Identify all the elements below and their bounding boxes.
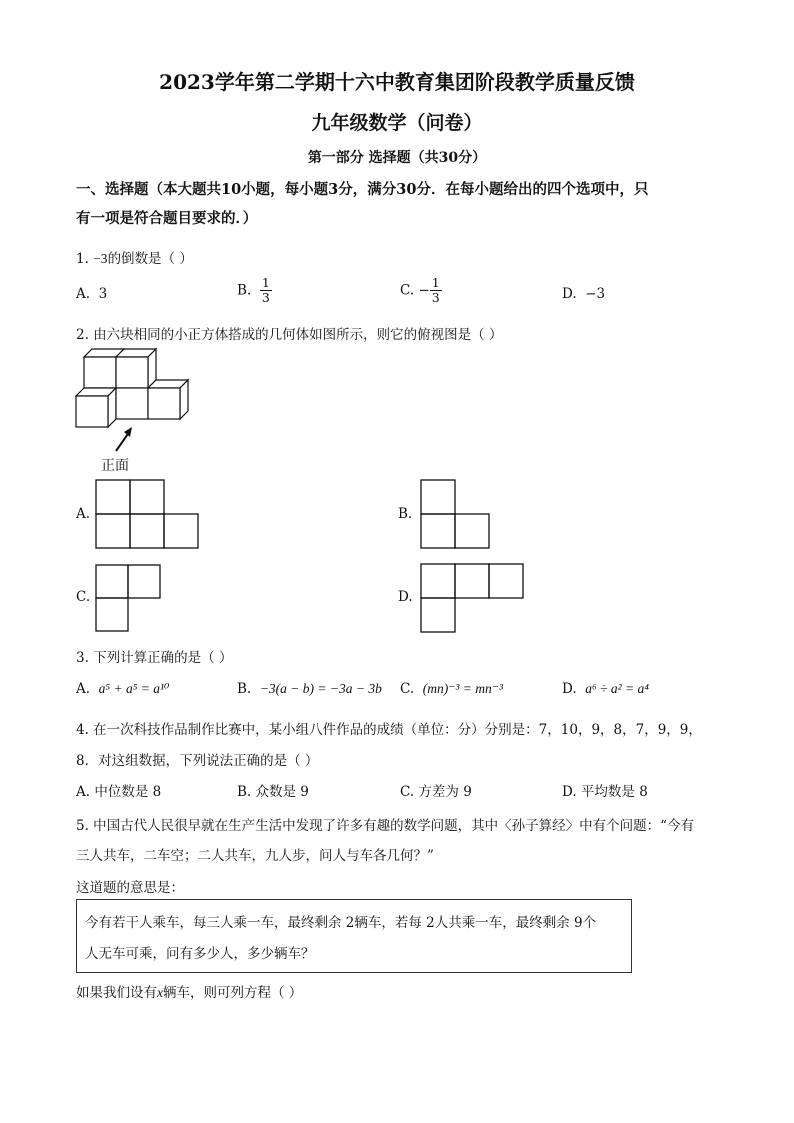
q1-option-c [400, 276, 442, 305]
q3-option-d [562, 681, 649, 697]
question-text: 的倒数是（ ） [107, 251, 193, 267]
q3-option-b [237, 681, 382, 697]
question-5-line2: 三人共车，二车空；二人共车，九人步，问人与车各几何？” [76, 848, 434, 864]
explanation-line2: 人无车可乘，问有多少人，多少辆车？ [85, 946, 315, 962]
math-expression: a⁶ ÷ a² = a⁴ [585, 681, 649, 696]
fraction-numerator: 1 [261, 275, 270, 290]
page-title: 2023学年第二学期十六中教育集团阶段教学质量反馈 [159, 70, 635, 94]
q4-option-d: D. 平均数是 8 [562, 784, 648, 800]
question-2-stem: 2. 由六块相同的小正方体搭成的几何体如图所示，则它的俯视图是（ ） [76, 327, 503, 343]
prompt-text: 辆车，则可列方程（ ） [163, 985, 303, 1001]
front-direction-arrow [112, 425, 136, 455]
q4-option-c: C. 方差为 9 [400, 784, 472, 800]
question-5-meaning-label: 这道题的意思是： [76, 880, 184, 896]
q3-option-a [76, 681, 169, 697]
q3-option-c [400, 681, 503, 697]
option-label: A. [76, 286, 91, 302]
math-expression: −3(a − b) = −3a − 3b [259, 681, 382, 696]
q2-option-d-label: D. [398, 589, 413, 605]
explanation-line1: 今有若干人乘车，每三人乘一车，最终剩余 2辆车，若每 2人共乘一车，最终剩余 9个 [85, 915, 597, 931]
q2-option-b-figure [420, 479, 490, 549]
page-subtitle: 九年级数学（问卷） [311, 112, 483, 134]
fraction [260, 276, 272, 305]
option-label: D. [562, 286, 577, 302]
section-heading-line1: 一、选择题（本大题共10小题，每小题3分，满分30分．在每小题给出的四个选项中，只 [76, 181, 649, 198]
option-label: A. [76, 681, 91, 697]
option-value: −3 [585, 286, 606, 302]
question-number: 1. [76, 251, 89, 267]
question-5-prompt [76, 981, 302, 1001]
q4-option-a: A. 中位数是 8 [76, 784, 162, 800]
question-4-line2: 8．对这组数据，下列说法正确的是（ ） [76, 753, 319, 769]
fraction [430, 276, 442, 305]
prompt-text: 如果我们设有 [76, 985, 157, 1001]
question-3-stem: 3. 下列计算正确的是（ ） [76, 650, 233, 666]
q2-option-c-figure [95, 564, 161, 632]
option-label: B. [237, 282, 252, 299]
question-4-line1: 4. 在一次科技作品制作比赛中，某小组八件作品的成绩（单位：分）分别是：7，10，9，8，7，9，9， [76, 722, 702, 738]
option-label: C. [400, 282, 415, 299]
q2-option-b-label: B. [398, 506, 413, 522]
cube-solid-figure [74, 345, 194, 430]
q1-option-b [237, 276, 272, 305]
option-value: 3 [98, 286, 108, 302]
section-heading-line2: 有一项是符合题目要求的．） [76, 210, 258, 227]
option-label: C. [400, 681, 415, 697]
part-heading: 第一部分 选择题（共30分） [307, 150, 487, 166]
q2-option-c-label: C. [76, 589, 91, 605]
fraction-denominator: 3 [431, 290, 440, 305]
option-label: D. [562, 681, 577, 697]
q2-option-a-figure [95, 479, 199, 549]
q1-option-d [562, 286, 605, 302]
option-label: B. [237, 681, 252, 697]
math-expression: a⁵ + a⁵ = a¹⁰ [98, 681, 170, 696]
question-1-stem [76, 247, 193, 267]
fraction-numerator: 1 [431, 275, 440, 290]
variable-x: x [157, 985, 163, 1000]
fraction-denominator: 3 [261, 290, 270, 305]
front-label: 正面 [101, 458, 129, 474]
q4-option-b: B. 众数是 9 [237, 784, 309, 800]
q1-option-a [76, 286, 107, 302]
q2-option-d-figure [420, 563, 526, 633]
question-5-line1: 5. 中国古代人民很早就在生产生活中发现了许多有趣的数学问题，其中〈孙子算经〉中有个问题：“今有 [76, 818, 695, 834]
explanation-box [76, 899, 632, 973]
q2-option-a-label: A. [76, 506, 91, 522]
math-expression: (mn)⁻³ = mn⁻³ [422, 681, 503, 696]
math-expression: −3 [93, 251, 108, 266]
minus-sign: − [418, 282, 430, 299]
